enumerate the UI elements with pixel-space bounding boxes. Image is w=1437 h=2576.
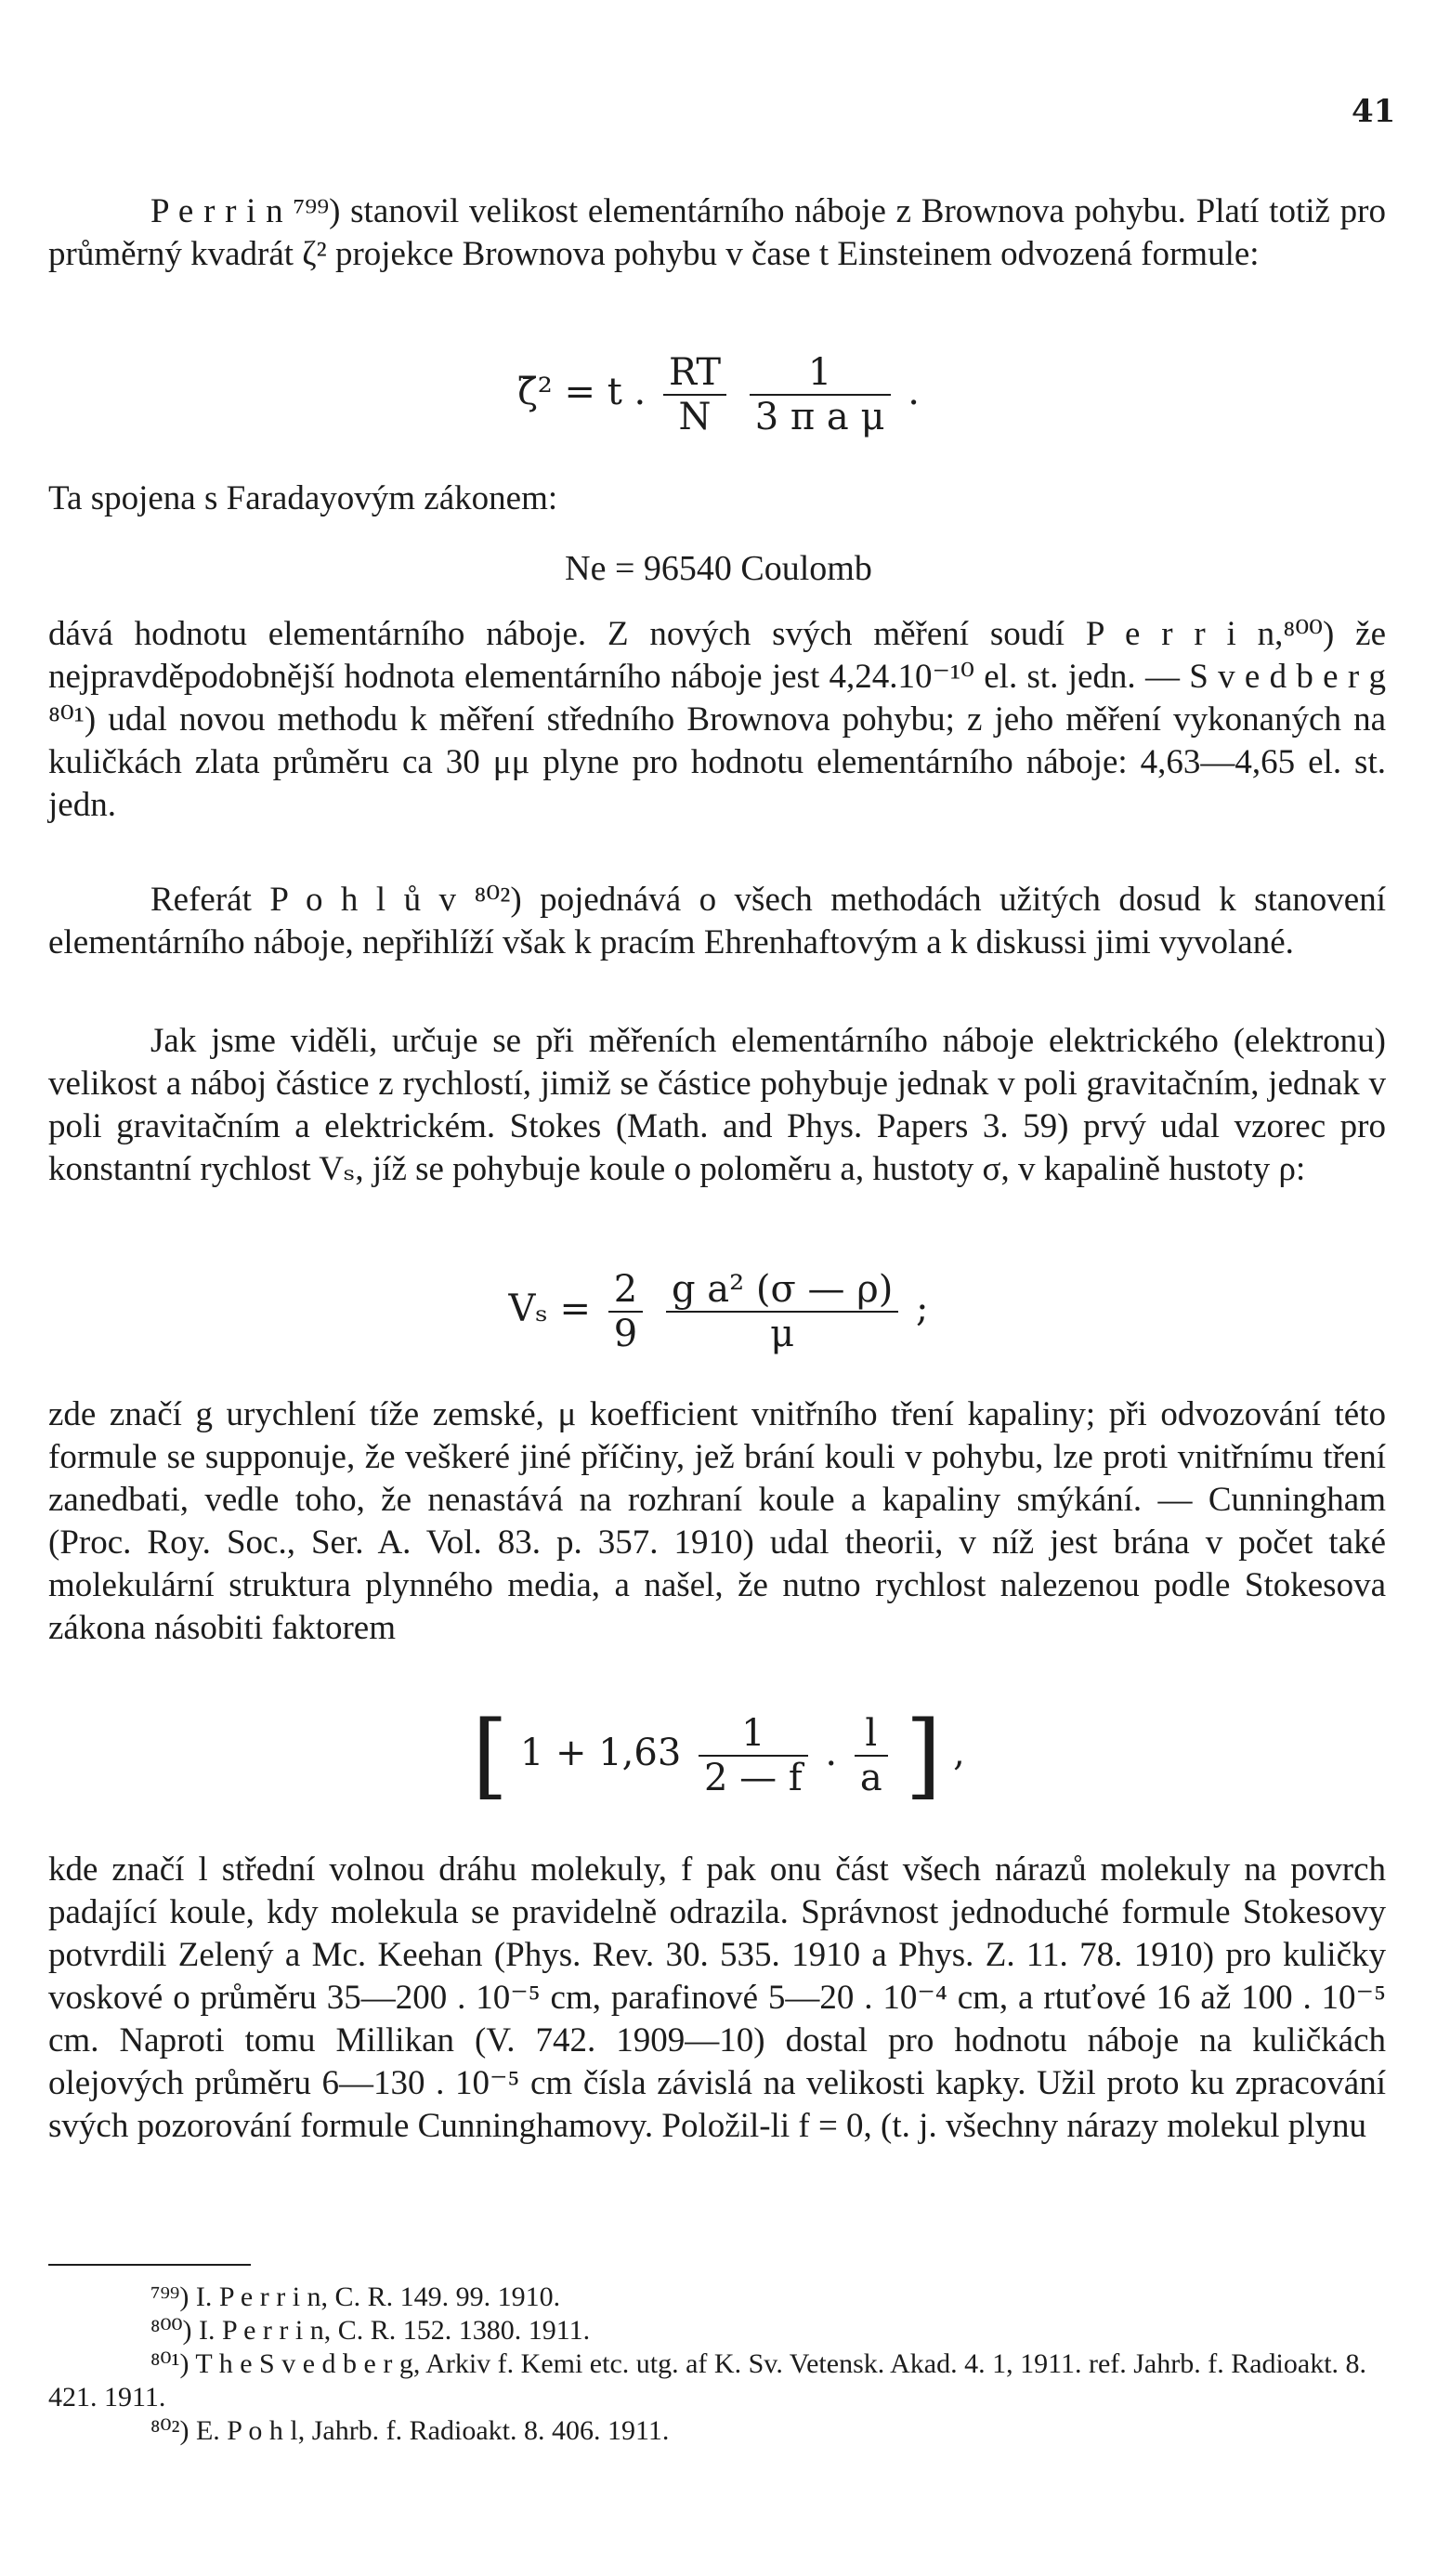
eq3-fraction-2 (666, 1268, 898, 1355)
page-number: 41 (1352, 93, 1396, 130)
footnote-802: ⁸⁰²) E. P o h l, Jahrb. f. Radioakt. 8. 406. 1911. (150, 2415, 670, 2446)
eq3-frac1-num: 2 (608, 1268, 643, 1313)
eq3-frac2-num: g a² (σ — ρ) (666, 1268, 898, 1313)
equation-faraday: Ne = 96540 Coulomb (565, 549, 872, 588)
eq3-frac1-den: 9 (613, 1313, 638, 1355)
eq1-frac1-num: RT (663, 351, 726, 396)
eq1-end: . (908, 371, 920, 413)
eq4-fraction-2 (855, 1712, 888, 1799)
paragraph-1: P e r r i n ⁷⁹⁹) stanovil velikost elementárního náboje z Brownova pohybu. Platí totiž pro průměrný kvadrát ζ² projekce Brownova pohybu v čase t Einsteinem odvozená formule: (48, 192, 1386, 273)
eq3-frac2-den: μ (770, 1313, 795, 1355)
eq3-end: ; (916, 1288, 929, 1330)
paragraph-3: dává hodnotu elementárního náboje. Z nových svých měření soudí P e r r i n,⁸⁰⁰) že nejpravděpodobnější hodnota elementárního náboje jest 4,24.10⁻¹⁰ el. st. jedn. — S v e d b e r g ⁸⁰¹) udal novou methodu k měření středního Brownova pohybu; z jeho měření vykonaných na kuličkách zlata průměru ca 30 μμ plyne pro hodnotu elementárního náboje: 4,63—4,65 el. st. jedn. (48, 615, 1386, 824)
eq4-frac2-num: l (855, 1712, 888, 1757)
eq4-mid: . (825, 1732, 838, 1774)
equation-einstein (0, 351, 1437, 438)
footnote-800: ⁸⁰⁰) I. P e r r i n, C. R. 152. 1380. 1911. (150, 2315, 591, 2346)
footnote-801: ⁸⁰¹) T h e S v e d b e r g, Arkiv f. Kemi etc. utg. af K. Sv. Vetensk. Akad. 4. 1, 1911. ref. Jahrb. f. Radioakt. 8. 421. 1911. (48, 2348, 1367, 2413)
eq1-frac2-den: 3 π a μ (754, 396, 885, 438)
eq3-lhs: Vₛ = (508, 1288, 592, 1330)
eq1-lhs: ζ̄² = t . (517, 371, 647, 413)
equation-cunningham (0, 1701, 1437, 1810)
eq4-fraction-1 (699, 1712, 808, 1799)
eq4-close-bracket: ] (905, 1701, 942, 1810)
eq4-frac1-den: 2 — f (704, 1757, 803, 1799)
footnotes (48, 2281, 1386, 2448)
footnote-799: ⁷⁹⁹) I. P e r r i n, C. R. 149. 99. 1910. (150, 2282, 561, 2312)
paragraph-6: zde značí g urychlení tíže zemské, μ koefficient vnitřního tření kapaliny; při odvozování této formule se supponuje, že veškeré jiné příčiny, jež brání kouli v pohybu, lze proti vnitřnímu tření zanedbati, vedle toho, že nenastává na rozhraní koule a kapaliny smýkání. — Cunningham (Proc. Roy. Soc., Ser. A. Vol. 83. p. 357. 1910) udal theorii, v níž jest brána v počet také molekulární struktura plynného media, a našel, že nutno rychlost nalezenou podle Stokesova zákona násobiti faktorem (48, 1395, 1386, 1647)
eq3-fraction-1 (608, 1268, 643, 1355)
eq1-frac2-num: 1 (750, 351, 891, 396)
eq4-pre: 1 + 1,63 (519, 1732, 682, 1774)
eq4-frac1-num: 1 (699, 1712, 808, 1757)
paragraph-7: kde značí l střední volnou dráhu molekuly, f pak onu část všech nárazů molekuly na povrch padající koule, kdy molekula se pravidelně odrazila. Správnost jednoduché formule Stokesovy potvrdili Zelený a Mc. Keehan (Phys. Rev. 30. 535. 1910 a Phys. Z. 11. 78. 1910) pro kuličky voskové o průměru 35—200 . 10⁻⁵ cm, parafinové 5—20 . 10⁻⁴ cm, a rtuťové 16 až 100 . 10⁻⁵ cm. Naproti tomu Millikan (V. 742. 1909—10) dostal pro hodnotu náboje na kuličkách olejových průměru 6—130 . 10⁻⁵ cm čísla závislá na velikosti kapky. Užil proto ku zpracování svých pozorování formule Cunninghamovy. Položil-li f = 0, (t. j. všechny nárazy molekul plynu (48, 1850, 1386, 2145)
eq1-frac1-den: N (678, 396, 712, 438)
footnote-divider (48, 2264, 251, 2266)
eq1-fraction-2 (750, 351, 891, 438)
eq4-end: , (953, 1732, 965, 1774)
paragraph-4: Referát P o h l ů v ⁸⁰²) pojednává o všech methodách užitých dosud k stanovení elementárního náboje, nepřihlíží však k pracím Ehrenhaftovým a k diskussi jimi vyvolané. (48, 881, 1386, 961)
eq1-fraction-1 (663, 351, 726, 438)
eq4-open-bracket: [ (472, 1701, 509, 1810)
paragraph-5: Jak jsme viděli, určuje se při měřeních elementárního náboje elektrického (elektronu) velikost a náboj částice z rychlostí, jimiž se částice pohybuje jednak v poli gravitačním, jednak v poli gravitačním a elektrickém. Stokes (Math. and Phys. Papers 3. 59) prvý udal vzorec pro konstantní rychlost Vₛ, jíž se pohybuje koule o poloměru a, hustoty σ, v kapalině hustoty ρ: (48, 1022, 1386, 1188)
paragraph-2: Ta spojena s Faradayovým zákonem: (48, 479, 558, 517)
eq4-frac2-den: a (859, 1757, 882, 1799)
equation-stokes (0, 1268, 1437, 1355)
